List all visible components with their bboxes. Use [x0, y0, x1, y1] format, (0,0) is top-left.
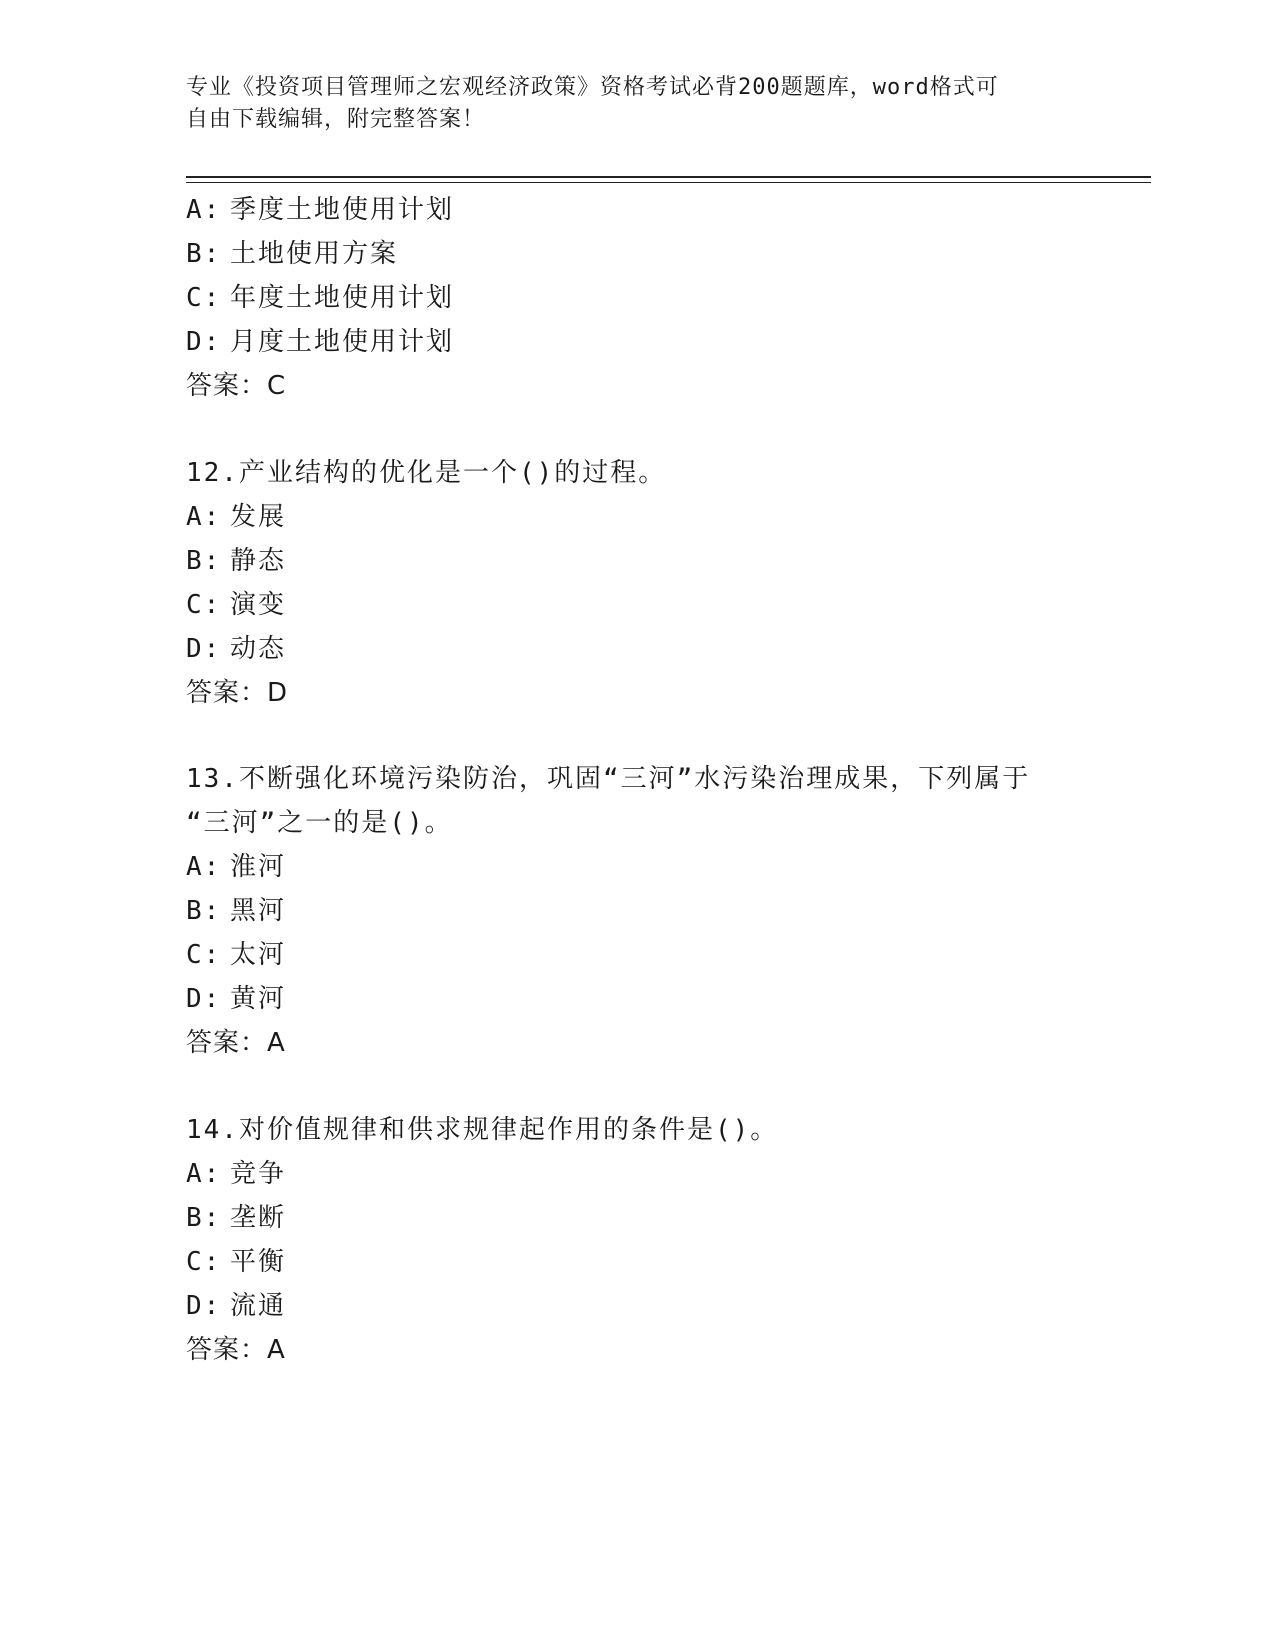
q14-option-b [186, 1201, 286, 1235]
option-letter: A: [186, 852, 222, 882]
option-text: 平衡 [230, 1247, 287, 1277]
option-letter: A: [186, 502, 222, 532]
q14-option-a [186, 1157, 286, 1191]
q11-option-a [186, 193, 454, 227]
option-letter: B: [186, 239, 222, 269]
q13-option-a [186, 850, 286, 884]
q13-option-b [186, 894, 286, 928]
q11-answer: 答案：C [186, 371, 287, 401]
option-letter: C: [186, 590, 222, 620]
option-text: 月度土地使用计划 [230, 327, 455, 357]
option-text: 发展 [230, 502, 287, 532]
option-text: 太河 [230, 940, 287, 970]
option-text: 年度土地使用计划 [230, 283, 455, 313]
option-text: 黑河 [230, 896, 287, 926]
q11-option-d [186, 325, 454, 359]
document-header [186, 72, 1086, 136]
option-letter: C: [186, 940, 222, 970]
q12-option-b [186, 544, 286, 578]
option-letter: C: [186, 1247, 222, 1277]
header-line-1: 专业《投资项目管理师之宏观经济政策》资格考试必背200题题库，word格式可 [186, 75, 999, 100]
option-letter: D: [186, 327, 222, 357]
option-letter: B: [186, 896, 222, 926]
header-rule-thick [186, 176, 1151, 178]
q12-option-c [186, 588, 286, 622]
q12-question: 12.产业结构的优化是一个()的过程。 [186, 458, 667, 488]
option-text: 动态 [230, 634, 287, 664]
q14-question: 14.对价值规律和供求规律起作用的条件是()。 [186, 1115, 779, 1145]
option-letter: D: [186, 634, 222, 664]
q12-option-d [186, 632, 286, 666]
option-text: 演变 [230, 590, 287, 620]
option-text: 黄河 [230, 984, 287, 1014]
q12-option-a [186, 500, 286, 534]
option-text: 垄断 [230, 1203, 287, 1233]
option-letter: A: [186, 1159, 222, 1189]
option-letter: B: [186, 1203, 222, 1233]
header-line-2: 自由下载编辑，附完整答案！ [186, 107, 486, 132]
q12-answer: 答案：D [186, 678, 289, 708]
option-text: 流通 [230, 1291, 287, 1321]
q13-question-line-1: 13.不断强化环境污染防治，巩固“三河”水污染治理成果，下列属于 [186, 764, 1031, 794]
option-text: 淮河 [230, 852, 287, 882]
q11-option-c [186, 281, 454, 315]
option-letter: A: [186, 195, 222, 225]
q13-answer: 答案：A [186, 1028, 286, 1058]
option-letter: D: [186, 1291, 222, 1321]
q13-question-line-2: “三河”之一的是()。 [186, 808, 453, 838]
option-letter: D: [186, 984, 222, 1014]
q11-option-b [186, 237, 398, 271]
q13-option-d [186, 982, 286, 1016]
q14-answer: 答案：A [186, 1335, 286, 1365]
header-rule-thin [186, 182, 1151, 183]
option-text: 土地使用方案 [230, 239, 399, 269]
option-text: 静态 [230, 546, 287, 576]
option-letter: B: [186, 546, 222, 576]
q14-option-c [186, 1245, 286, 1279]
q13-option-c [186, 938, 286, 972]
option-letter: C: [186, 283, 222, 313]
option-text: 季度土地使用计划 [230, 195, 455, 225]
option-text: 竞争 [230, 1159, 287, 1189]
q14-option-d [186, 1289, 286, 1323]
